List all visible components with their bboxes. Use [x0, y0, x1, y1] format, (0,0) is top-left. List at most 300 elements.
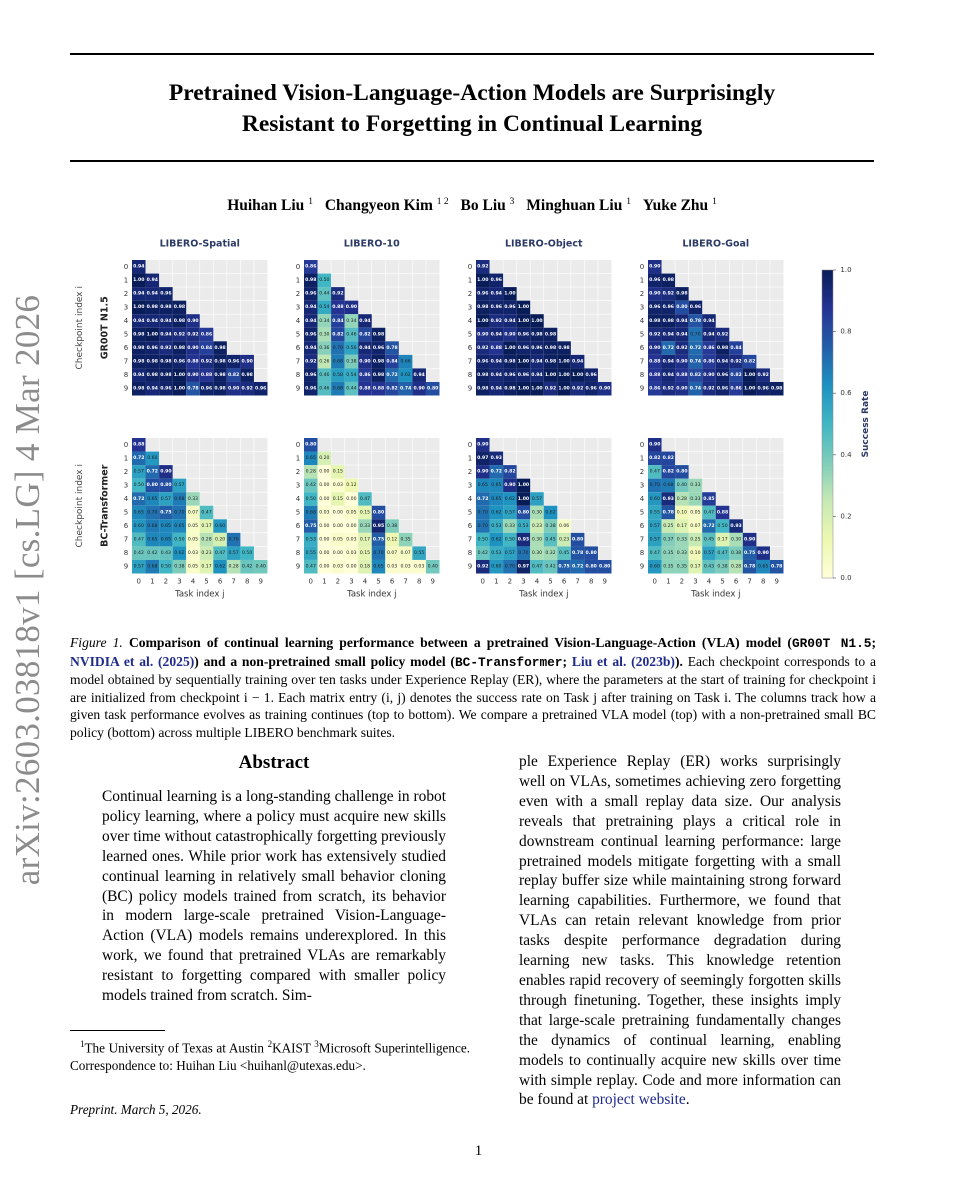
y-tick-label: 4 [467, 494, 473, 503]
cell-value-label: 0.96 [146, 345, 158, 351]
y-tick-label: 9 [467, 562, 473, 571]
citation-link[interactable]: Liu et al. (2023b) [571, 653, 675, 669]
cell-value-label: 0.00 [319, 496, 330, 502]
abstract-right-column: ple Experience Replay (ER) works surprisingly well on VLAs, sometimes achieving zero forgetting even with a small replay data size. Our analysis reveals that pretraining plays a critical role in downstream continual learning performance: large pretrained models mitigate forgetting with a small replay buffer size while maintaining strong forward learning capabilities. Furthermore, we found that VLAs can retain relevant knowledge from prior tasks despite performance degradation during learning new tasks. This knowledge retention enables rapid recovery of seemingly forgotten skills through finetuning. Together, these insights imply that large-scale pretraining fundamentally changes the dynamics of continual learning, enabling models to continually acquire new skills over time with simple replay. Code and more information can be found at project website. [519, 753, 841, 1109]
cell-value-label: 0.00 [319, 469, 330, 475]
cell-value-label: 0.96 [689, 305, 702, 311]
cell-value-label: 0.65 [133, 510, 144, 516]
cell-value-label: 0.47 [649, 550, 660, 556]
cell-value-label: 0.88 [649, 372, 661, 378]
cell-value-label: 0.98 [544, 345, 557, 351]
cell-value-label: 0.92 [544, 386, 557, 392]
cell-value-label: 0.98 [504, 359, 516, 365]
cell-value-label: 1.00 [477, 278, 489, 284]
cell-value-label: 0.70 [373, 550, 384, 556]
cell-value-label: 0.05 [187, 537, 199, 543]
cell-value-label: 0.84 [386, 359, 398, 365]
cell-value-label: 0.80 [676, 305, 688, 311]
figure-label: Figure 1. [70, 635, 123, 650]
cell-value-label: 0.88 [200, 372, 213, 378]
cell-value-label: 0.94 [133, 318, 145, 324]
title-rule-bottom [70, 160, 874, 162]
cell-value-label: 0.07 [386, 550, 398, 556]
x-tick-label: 1 [666, 577, 671, 586]
cell-value-label: 0.72 [571, 564, 584, 570]
cell-value-label: 0.47 [214, 550, 226, 556]
cell-value-label: 0.82 [227, 372, 240, 378]
x-tick-label: 9 [430, 577, 435, 586]
cell-value-label: 0.40 [676, 483, 687, 489]
cell-value-label: 0.94 [359, 318, 371, 324]
abstract-left-column: Continual learning is a long-standing challenge in robot policy learning, where a policy must acquire new skills over time without catastrophically forgetting previously learned ones. While prior work has extensively studied continual learning in relatively small behavior cloning (BC) policy models trained from scratch, its behavior in modern large-scale pretrained Vision-Language-Action (VLA) models remains underexplored. In this work, we found that pretrained VLAs are remarkably resistant to forgetting compared with smaller policy models trained from scratch. Sim- [102, 788, 446, 1005]
cell-value-label: 1.00 [517, 318, 530, 324]
cell-value-label: 0.50 [477, 537, 488, 543]
cell-value-label: 0.25 [663, 523, 674, 529]
cell-value-label: 0.75 [743, 550, 756, 556]
cell-value-label: 0.68 [147, 523, 158, 529]
cell-value-label: 0.80 [599, 564, 611, 570]
x-tick-label: 9 [602, 577, 607, 586]
cell-value-label: 0.05 [187, 564, 199, 570]
y-tick-label: 6 [467, 344, 473, 353]
y-tick-label: 0 [295, 440, 301, 449]
cell-value-label: 0.94 [160, 332, 172, 338]
panel-title: LIBERO-Object [504, 238, 583, 250]
cell-value-label: 0.86 [703, 345, 715, 351]
cell-value-label: 0.94 [531, 372, 543, 378]
cell-value-label: 0.60 [649, 496, 660, 502]
cell-value-label: 0.94 [146, 318, 158, 324]
y-tick-label: 3 [467, 481, 473, 490]
y-tick-label: 0 [467, 262, 473, 271]
cell-value-label: 0.98 [544, 332, 557, 338]
cell-value-label: 0.88 [187, 359, 199, 365]
cell-value-label: 0.12 [386, 537, 398, 543]
cell-value-label: 0.96 [173, 359, 186, 365]
cell-value-label: 1.00 [173, 372, 186, 378]
cell-value-label: 0.17 [359, 537, 371, 543]
author: Huihan Liu $^1$ [227, 197, 313, 215]
cell-value-label: 0.60 [147, 456, 158, 462]
y-tick-label: 1 [639, 276, 645, 285]
x-tick-label: 0 [136, 577, 142, 586]
cell-value-label: 0.88 [133, 442, 145, 448]
x-tick-label: 7 [403, 577, 408, 586]
cell-value-label: 0.98 [173, 318, 186, 324]
cell-value-label: 0.82 [386, 386, 398, 392]
cell-value-label: 0.72 [386, 372, 398, 378]
cell-value-label: 1.00 [146, 332, 158, 338]
cell-value-label: 0.98 [305, 278, 317, 284]
row-label: BC-Transformer [99, 464, 111, 547]
cell-value-label: 0.90 [241, 359, 253, 365]
cell-value-label: 0.92 [716, 332, 729, 338]
cell-value-label: 0.57 [174, 483, 185, 489]
panel-title: LIBERO-10 [343, 238, 400, 250]
cell-value-label: 0.98 [662, 318, 674, 324]
author: Bo Liu $^3$ [460, 197, 515, 215]
y-tick-label: 2 [467, 289, 473, 298]
cell-value-label: 0.98 [372, 332, 385, 338]
cell-value-label: 0.05 [187, 523, 199, 529]
row-label: GR00T N1.5 [99, 296, 111, 360]
x-tick-label: 8 [588, 577, 594, 586]
cell-value-label: 0.94 [490, 291, 502, 297]
cell-value-label: 0.17 [690, 564, 701, 570]
cell-value-label: 0.80 [676, 469, 688, 475]
x-tick-label: 1 [494, 577, 499, 586]
cell-value-label: 0.38 [730, 550, 742, 556]
cell-value-label: 0.92 [200, 359, 213, 365]
cell-value-label: 0.50 [319, 278, 330, 284]
x-tick-label: 1 [150, 577, 155, 586]
cell-value-label: 0.88 [676, 372, 688, 378]
cell-value-label: 0.94 [571, 359, 584, 365]
project-website-link[interactable]: project website [592, 1091, 686, 1109]
cell-value-label: 0.33 [359, 523, 371, 529]
cell-value-label: 0.50 [242, 550, 253, 556]
cell-value-label: 0.00 [319, 537, 330, 543]
cell-value-label: 0.96 [531, 345, 543, 351]
cell-value-label: 0.86 [703, 359, 715, 365]
x-tick-label: 0 [480, 577, 486, 586]
cell-value-label: 0.56 [346, 345, 357, 351]
x-tick-label: 3 [177, 577, 182, 586]
cell-value-label: 0.45 [545, 537, 556, 543]
cell-value-label: 0.44 [319, 291, 330, 297]
y-tick-label: 0 [467, 440, 473, 449]
cell-value-label: 0.94 [160, 318, 172, 324]
x-tick-label: 3 [349, 577, 354, 586]
cell-value-label: 0.00 [319, 483, 330, 489]
cell-value-label: 0.78 [187, 386, 199, 392]
cell-value-label: 0.96 [305, 291, 317, 297]
y-tick-label: 7 [123, 357, 129, 366]
cell-value-label: 0.57 [228, 550, 239, 556]
x-tick-label: 9 [774, 577, 779, 586]
cell-value-label: 1.00 [517, 386, 530, 392]
cell-value-label: 0.55 [649, 510, 660, 516]
x-tick-label: 6 [733, 577, 739, 586]
cell-value-label: 0.72 [133, 496, 145, 502]
y-tick-label: 9 [467, 384, 473, 393]
cell-value-label: 0.98 [771, 386, 783, 392]
cell-value-label: 0.98 [146, 305, 158, 311]
cell-value-label: 0.57 [504, 510, 515, 516]
cell-value-label: 0.92 [160, 345, 172, 351]
cell-value-label: 0.96 [200, 386, 213, 392]
panel-title: LIBERO-Goal [682, 238, 750, 250]
cell-value-label: 0.00 [332, 550, 343, 556]
y-tick-label: 2 [639, 289, 645, 298]
cell-value-label: 0.33 [690, 496, 701, 502]
cell-value-label: 0.86 [200, 332, 213, 338]
cell-value-label: 0.62 [545, 510, 556, 516]
cell-value-label: 1.00 [743, 386, 756, 392]
cell-value-label: 0.06 [558, 523, 570, 529]
arxiv-identifier: arXiv:2603.03818v1 [cs.LG] 4 Mar 2026 [8, 294, 47, 886]
cell-value-label: 0.57 [703, 550, 715, 556]
cell-value-label: 0.96 [649, 305, 661, 311]
y-tick-label: 3 [467, 303, 473, 312]
cell-value-label: 0.70 [690, 332, 701, 338]
cell-value-label: 1.00 [544, 372, 557, 378]
cell-value-label: 1.00 [477, 318, 489, 324]
cell-value-label: 0.90 [227, 386, 240, 392]
cell-value-label: 0.38 [545, 523, 556, 529]
cell-value-label: 0.92 [477, 345, 489, 351]
cell-value-label: 0.70 [332, 345, 343, 351]
cell-value-label: 0.72 [133, 456, 145, 462]
cell-value-label: 0.96 [305, 386, 317, 392]
cell-value-label: 0.96 [477, 359, 489, 365]
cell-value-label: 0.98 [477, 305, 489, 311]
y-tick-label: 4 [295, 316, 301, 325]
cell-value-label: 0.66 [400, 359, 411, 365]
cell-value-label: 0.10 [676, 510, 687, 516]
colorbar-tick-label: 0.2 [840, 512, 852, 521]
cell-value-label: 0.50 [504, 537, 515, 543]
cell-value-label: 0.28 [228, 564, 239, 570]
cell-value-label: 0.35 [663, 550, 674, 556]
cell-value-label: 0.65 [477, 483, 488, 489]
cell-value-label: 0.60 [649, 564, 660, 570]
cell-value-label: 0.55 [305, 550, 316, 556]
cell-value-label: 0.68 [174, 496, 185, 502]
cell-value-label: 0.98 [173, 305, 186, 311]
cell-value-label: 0.94 [504, 318, 516, 324]
cell-value-label: 0.70 [228, 537, 239, 543]
cell-value-label: 0.57 [133, 469, 144, 475]
footnote-rule [70, 1030, 165, 1031]
y-tick-label: 2 [639, 467, 645, 476]
cell-value-label: 0.84 [730, 345, 742, 351]
paper-title [70, 78, 874, 140]
x-tick-label: 4 [190, 577, 196, 586]
citation-link[interactable]: NVIDIA et al. (2025) [70, 653, 195, 669]
cell-value-label: 0.62 [491, 510, 502, 516]
cell-value-label: 0.92 [305, 359, 317, 365]
cell-value-label: 0.96 [160, 291, 172, 297]
cell-value-label: 0.20 [214, 537, 226, 543]
cell-value-label: 0.00 [332, 523, 343, 529]
cell-value-label: 0.94 [490, 386, 502, 392]
cell-value-label: 0.92 [477, 264, 489, 270]
y-tick-label: 7 [295, 357, 301, 366]
cell-value-label: 1.00 [571, 372, 584, 378]
cell-value-label: 0.57 [649, 523, 660, 529]
cell-value-label: 0.53 [518, 523, 529, 529]
cell-value-label: 0.98 [160, 305, 172, 311]
y-tick-label: 1 [295, 276, 301, 285]
cell-value-label: 0.96 [490, 305, 502, 311]
cell-value-label: 0.38 [717, 564, 728, 570]
cell-value-label: 1.00 [558, 359, 570, 365]
cell-value-label: 0.82 [359, 332, 371, 338]
preprint-date: Preprint. March 5, 2026. [70, 1102, 202, 1117]
cell-value-label: 0.80 [585, 550, 597, 556]
cell-value-label: 0.70 [518, 550, 529, 556]
cell-value-label: 0.93 [490, 456, 502, 462]
cell-value-label: 0.32 [545, 550, 556, 556]
cell-value-label: 0.47 [531, 564, 543, 570]
cell-value-label: 0.90 [676, 359, 688, 365]
cell-value-label: 0.92 [571, 386, 584, 392]
cell-value-label: 1.00 [517, 496, 530, 502]
cell-value-label: 0.94 [146, 386, 158, 392]
cell-value-label: 0.96 [662, 305, 674, 311]
cell-value-label: 0.35 [663, 564, 674, 570]
cell-value-label: 0.42 [242, 564, 253, 570]
cell-value-label: 0.00 [319, 523, 330, 529]
page-number: 1 [474, 1143, 483, 1159]
cell-value-label: 0.72 [146, 469, 158, 475]
cell-value-label: 1.00 [743, 372, 756, 378]
x-tick-label: 0 [308, 577, 314, 586]
cell-value-label: 0.90 [599, 386, 611, 392]
cell-value-label: 0.45 [558, 550, 570, 556]
cell-value-label: 0.05 [690, 510, 701, 516]
y-tick-label: 4 [123, 316, 129, 325]
y-tick-label: 3 [639, 481, 645, 490]
cell-value-label: 0.42 [477, 550, 488, 556]
cell-value-label: 0.90 [649, 345, 661, 351]
cell-value-label: 0.03 [386, 564, 398, 570]
colorbar-label: Success Rate [861, 390, 871, 458]
cell-value-label: 0.94 [662, 332, 674, 338]
y-tick-label: 0 [639, 440, 645, 449]
x-tick-label: 7 [747, 577, 752, 586]
y-tick-label: 2 [123, 467, 129, 476]
cell-value-label: 0.90 [345, 305, 358, 311]
cell-value-label: 0.98 [558, 345, 570, 351]
cell-value-label: 0.33 [676, 550, 687, 556]
y-tick-label: 8 [123, 549, 129, 558]
cell-value-label: 0.92 [662, 386, 674, 392]
cell-value-label: 0.98 [133, 386, 145, 392]
y-tick-label: 8 [295, 371, 301, 380]
cell-value-label: 1.00 [133, 278, 145, 284]
cell-value-label: 0.84 [200, 345, 213, 351]
cell-value-label: 0.70 [649, 483, 660, 489]
y-tick-label: 8 [467, 549, 473, 558]
cell-value-label: 0.97 [517, 564, 530, 570]
cell-value-label: 0.75 [160, 510, 172, 516]
y-tick-label: 8 [639, 371, 645, 380]
x-tick-label: 2 [163, 577, 169, 586]
cell-value-label: 0.65 [491, 496, 502, 502]
cell-value-label: 0.85 [703, 496, 715, 502]
y-tick-label: 1 [467, 276, 473, 285]
y-tick-label: 4 [639, 316, 645, 325]
cell-value-label: 0.03 [319, 510, 330, 516]
x-tick-label: 2 [679, 577, 685, 586]
cell-value-label: 0.98 [531, 332, 543, 338]
cell-value-label: 0.98 [133, 332, 145, 338]
cell-value-label: 0.23 [201, 550, 212, 556]
x-tick-label: 0 [652, 577, 658, 586]
cell-value-label: 0.90 [160, 469, 172, 475]
cell-value-label: 0.90 [477, 442, 489, 448]
cell-value-label: 0.82 [662, 456, 674, 462]
cell-value-label: 0.65 [373, 564, 384, 570]
cell-value-label: 0.65 [147, 537, 158, 543]
cell-value-label: 0.72 [490, 469, 502, 475]
cell-value-label: 0.96 [305, 372, 317, 378]
cell-value-label: 0.15 [332, 469, 343, 475]
cell-value-label: 0.57 [649, 537, 660, 543]
cell-value-label: 0.96 [585, 372, 597, 378]
cell-value-label: 0.07 [400, 550, 411, 556]
cell-value-label: 0.57 [133, 564, 144, 570]
cell-value-label: 0.93 [662, 496, 674, 502]
cell-value-label: 0.70 [147, 510, 158, 516]
cell-value-label: 0.88 [332, 305, 344, 311]
cell-value-label: 0.44 [346, 386, 357, 392]
y-tick-label: 6 [295, 522, 301, 531]
title-line: Resistant to Forgetting in Continual Learning [241, 111, 703, 137]
x-tick-label: 8 [244, 577, 250, 586]
y-tick-label: 3 [123, 303, 129, 312]
cell-value-label: 0.86 [305, 264, 317, 270]
cell-value-label: 0.98 [372, 372, 385, 378]
cell-value-label: 0.86 [649, 386, 661, 392]
cell-value-label: 0.74 [689, 359, 702, 365]
affiliations-footnote: $^1$The University of Texas at Austin $^2$KAIST $^3$Microsoft Superintelligence. Correspondence to: Huihan Liu <huihanl@utexas.edu>. [70, 1039, 470, 1074]
cell-value-label: 0.94 [703, 332, 715, 338]
cell-value-label: 0.47 [359, 496, 371, 502]
cell-value-label: 0.42 [133, 550, 144, 556]
cell-value-label: 0.96 [585, 386, 597, 392]
cell-value-label: 0.65 [147, 496, 158, 502]
cell-value-label: 0.98 [504, 386, 516, 392]
cell-value-label: 0.90 [703, 372, 715, 378]
x-tick-label: 5 [720, 577, 725, 586]
cell-value-label: 0.43 [160, 550, 171, 556]
title-line: Pretrained Vision-Language-Action Models are Surprisingly [168, 80, 776, 106]
cell-value-label: 0.92 [703, 386, 715, 392]
cell-value-label: 0.98 [477, 372, 489, 378]
y-tick-label: 2 [467, 467, 473, 476]
cell-value-label: 0.86 [730, 386, 742, 392]
cell-value-label: 0.45 [703, 537, 715, 543]
cell-value-label: 0.94 [662, 372, 674, 378]
cell-value-label: 0.84 [332, 318, 344, 324]
cell-value-label: 0.00 [346, 523, 357, 529]
cell-value-label: 0.96 [504, 305, 516, 311]
y-tick-label: 5 [295, 330, 301, 339]
cell-value-label: 0.78 [743, 564, 756, 570]
cell-value-label: 0.98 [214, 386, 226, 392]
cell-value-label: 0.35 [400, 537, 411, 543]
cell-value-label: 0.53 [305, 537, 316, 543]
cell-value-label: 0.36 [319, 345, 330, 351]
cell-value-label: 0.94 [413, 372, 425, 378]
cell-value-label: 0.97 [477, 456, 489, 462]
cell-value-label: 0.94 [133, 372, 145, 378]
cell-value-label: 0.94 [305, 345, 317, 351]
y-tick-label: 4 [295, 494, 301, 503]
cell-value-label: 0.94 [676, 332, 688, 338]
cell-value-label: 0.80 [372, 510, 385, 516]
y-tick-label: 7 [295, 535, 301, 544]
cell-value-label: 0.17 [201, 564, 212, 570]
y-tick-label: 1 [295, 454, 301, 463]
cell-value-label: 0.65 [160, 523, 171, 529]
cell-value-label: 0.98 [133, 345, 145, 351]
cell-value-label: 0.94 [490, 332, 502, 338]
cell-value-label: 0.03 [332, 483, 343, 489]
